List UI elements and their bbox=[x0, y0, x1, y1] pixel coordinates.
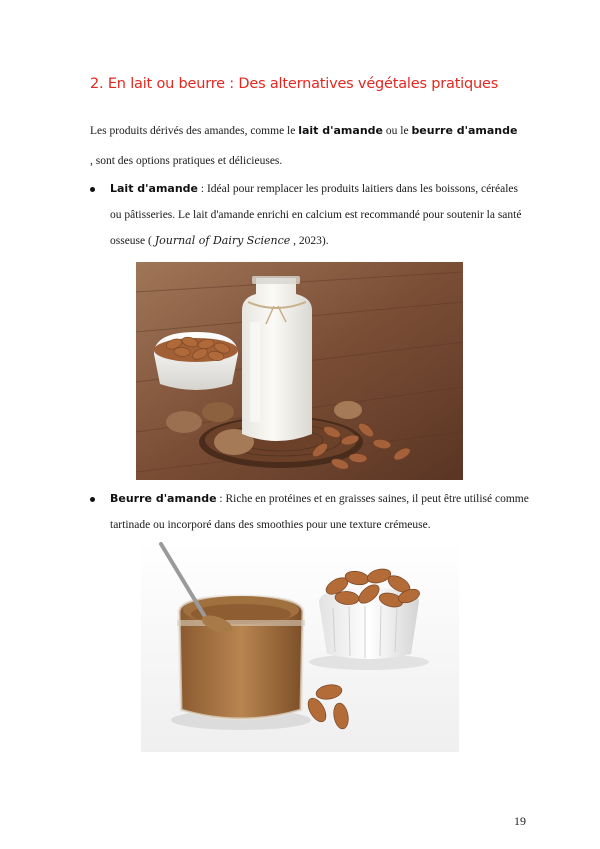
almond-butter-illustration bbox=[141, 542, 459, 752]
almond-milk-photo bbox=[136, 262, 463, 480]
intro-prefix: Les produits dérivés des amandes, comme le bbox=[90, 125, 299, 137]
intro-paragraph bbox=[90, 116, 520, 176]
bullet-term: Beurre d'amande bbox=[110, 492, 217, 505]
bullet-dot bbox=[90, 497, 95, 502]
bullet-text: : Idéal pour remplacer les produits laitiers dans les boissons, céréales ou pâtisseries. Le lait d'amande enrichi en calcium est recommandé pour soutenir la santé osseuse ( bbox=[110, 183, 522, 247]
almond-milk-illustration bbox=[136, 262, 463, 480]
almond-butter-photo bbox=[141, 542, 459, 752]
intro-term-butter: beurre d'amande bbox=[411, 124, 518, 137]
intro-term-milk: lait d'amande bbox=[298, 124, 383, 137]
page-number: 19 bbox=[514, 814, 526, 828]
section-heading: 2. En lait ou beurre : Des alternatives végétales pratiques bbox=[90, 76, 499, 92]
bullet-term: Lait d'amande bbox=[110, 182, 199, 195]
citation: Journal of Dairy Science bbox=[154, 234, 291, 247]
bullet-text: : Riche en protéines et en graisses saines, il peut être utilisé comme tartinade ou incorporé dans des smoothies pour une texture crémeuse. bbox=[110, 493, 529, 531]
bullet-almond-milk bbox=[90, 176, 530, 254]
bullet-dot bbox=[90, 187, 95, 192]
citation-year: , 2023). bbox=[290, 235, 329, 247]
bullet-almond-butter bbox=[90, 486, 530, 538]
intro-middle: ou le bbox=[383, 125, 412, 137]
intro-suffix: , sont des options pratiques et délicieuses. bbox=[90, 155, 283, 167]
